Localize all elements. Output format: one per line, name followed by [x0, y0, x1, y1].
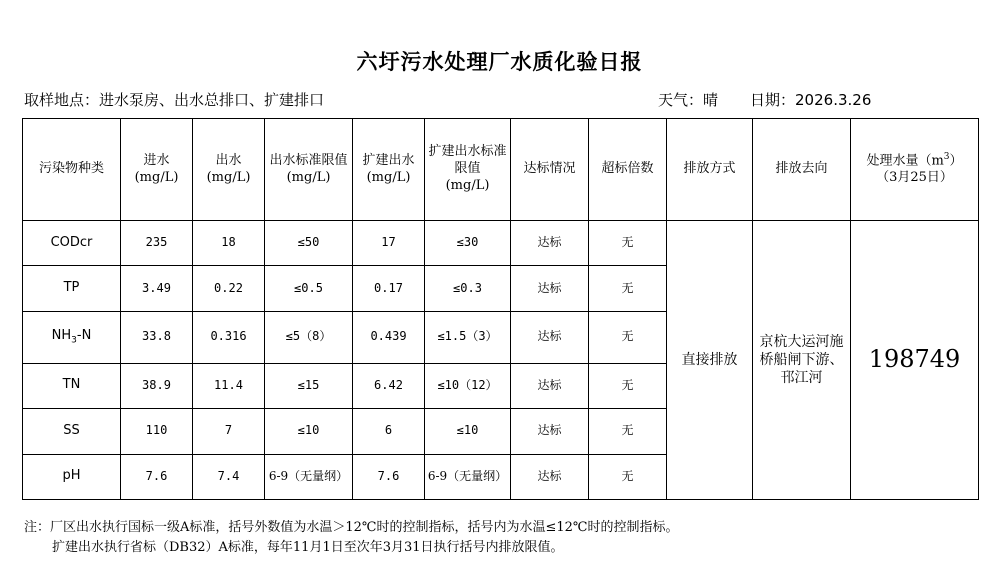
pollutant-cell: TN — [23, 363, 121, 408]
discharge-mode-cell: 直接排放 — [667, 221, 753, 500]
compliance-cell: 达标 — [511, 311, 589, 363]
compliance-cell: 达标 — [511, 363, 589, 408]
ext-limit-cell: ≤10 — [425, 409, 511, 454]
report-title: 六圩污水处理厂水质化验日报 — [356, 49, 643, 74]
pollutant-cell: $NH_3-N$ — [23, 311, 121, 363]
header-discharge-dest: 排放去向 — [753, 119, 851, 221]
exceed-cell: 无 — [589, 311, 667, 363]
influent-cell: 33.8 — [121, 311, 193, 363]
influent-cell: 3.49 — [121, 266, 193, 311]
exceed-cell: 无 — [589, 266, 667, 311]
limit-cell: ≤10 — [265, 409, 353, 454]
limit-cell: 6-9（无量纲） — [265, 454, 353, 500]
header-exceed-multiple: 超标倍数 — [589, 119, 667, 221]
header-pollutant: 污染物种类 — [23, 119, 121, 221]
effluent-cell: 0.316 — [193, 311, 265, 363]
header-compliance: 达标情况 — [511, 119, 589, 221]
header-ext-limit: 扩建出水标准限值 (mg/L) — [425, 119, 511, 221]
ext-effluent-cell: 0.17 — [353, 266, 425, 311]
header-discharge-mode: 排放方式 — [667, 119, 753, 221]
pollutant-cell: CODcr — [23, 221, 121, 266]
ext-effluent-cell: 17 — [353, 221, 425, 266]
exceed-cell: 无 — [589, 363, 667, 408]
influent-cell: 110 — [121, 409, 193, 454]
exceed-cell: 无 — [589, 409, 667, 454]
ext-effluent-cell: 7.6 — [353, 454, 425, 500]
header-row — [23, 119, 979, 221]
table-row — [23, 221, 979, 266]
effluent-cell: 11.4 — [193, 363, 265, 408]
ext-limit-cell: ≤1.5（3） — [425, 311, 511, 363]
header-effluent-limit: 出水标准限值(mg/L) — [265, 119, 353, 221]
header-volume: 处理水量$(m^3)$ （3月25日） — [851, 119, 979, 221]
weather: 天气：晴 — [658, 91, 719, 109]
effluent-cell: 7 — [193, 409, 265, 454]
limit-cell: ≤0.5 — [265, 266, 353, 311]
volume-cell: 198749 — [851, 221, 979, 500]
discharge-dest-cell: 京杭大运河施桥船闸下游、邗江河 — [753, 221, 851, 500]
compliance-cell: 达标 — [511, 409, 589, 454]
effluent-cell: 7.4 — [193, 454, 265, 500]
footnote-line-2: 扩建出水执行省标（DB32）A标准，每年11月1日至次年3月31日执行括号内排放限值。 — [52, 540, 564, 555]
report-meta — [658, 89, 871, 110]
ext-effluent-cell: 6.42 — [353, 363, 425, 408]
ext-effluent-cell: 6 — [353, 409, 425, 454]
footnote-line-1: 注：厂区出水执行国标一级A标准，括号外数值为水温＞12℃时的控制指标，括号内为水温≤12℃时的控制指标。 — [24, 520, 679, 535]
limit-cell: ≤5（8） — [265, 311, 353, 363]
influent-cell: 7.6 — [121, 454, 193, 500]
ext-limit-cell: 6-9（无量纲） — [425, 454, 511, 500]
header-effluent: 出水 (mg/L) — [193, 119, 265, 221]
pollutant-cell: pH — [23, 454, 121, 500]
header-ext-effluent: 扩建出水 (mg/L) — [353, 119, 425, 221]
effluent-cell: 0.22 — [193, 266, 265, 311]
influent-cell: 38.9 — [121, 363, 193, 408]
sampling-location: 取样地点：进水泵房、出水总排口、扩建排口 — [24, 91, 325, 109]
compliance-cell: 达标 — [511, 454, 589, 500]
report-date: 日期：2026.3.26 — [750, 91, 872, 109]
ext-limit-cell: ≤10（12） — [425, 363, 511, 408]
influent-cell: 235 — [121, 221, 193, 266]
compliance-cell: 达标 — [511, 266, 589, 311]
ext-effluent-cell: 0.439 — [353, 311, 425, 363]
effluent-cell: 18 — [193, 221, 265, 266]
footnote — [24, 518, 678, 558]
limit-cell: ≤50 — [265, 221, 353, 266]
compliance-cell: 达标 — [511, 221, 589, 266]
ext-limit-cell: ≤0.3 — [425, 266, 511, 311]
pollutant-cell: TP — [23, 266, 121, 311]
ext-limit-cell: ≤30 — [425, 221, 511, 266]
pollutant-cell: SS — [23, 409, 121, 454]
exceed-cell: 无 — [589, 221, 667, 266]
limit-cell: ≤15 — [265, 363, 353, 408]
water-quality-table — [22, 118, 979, 500]
exceed-cell: 无 — [589, 454, 667, 500]
header-influent: 进水 (mg/L) — [121, 119, 193, 221]
